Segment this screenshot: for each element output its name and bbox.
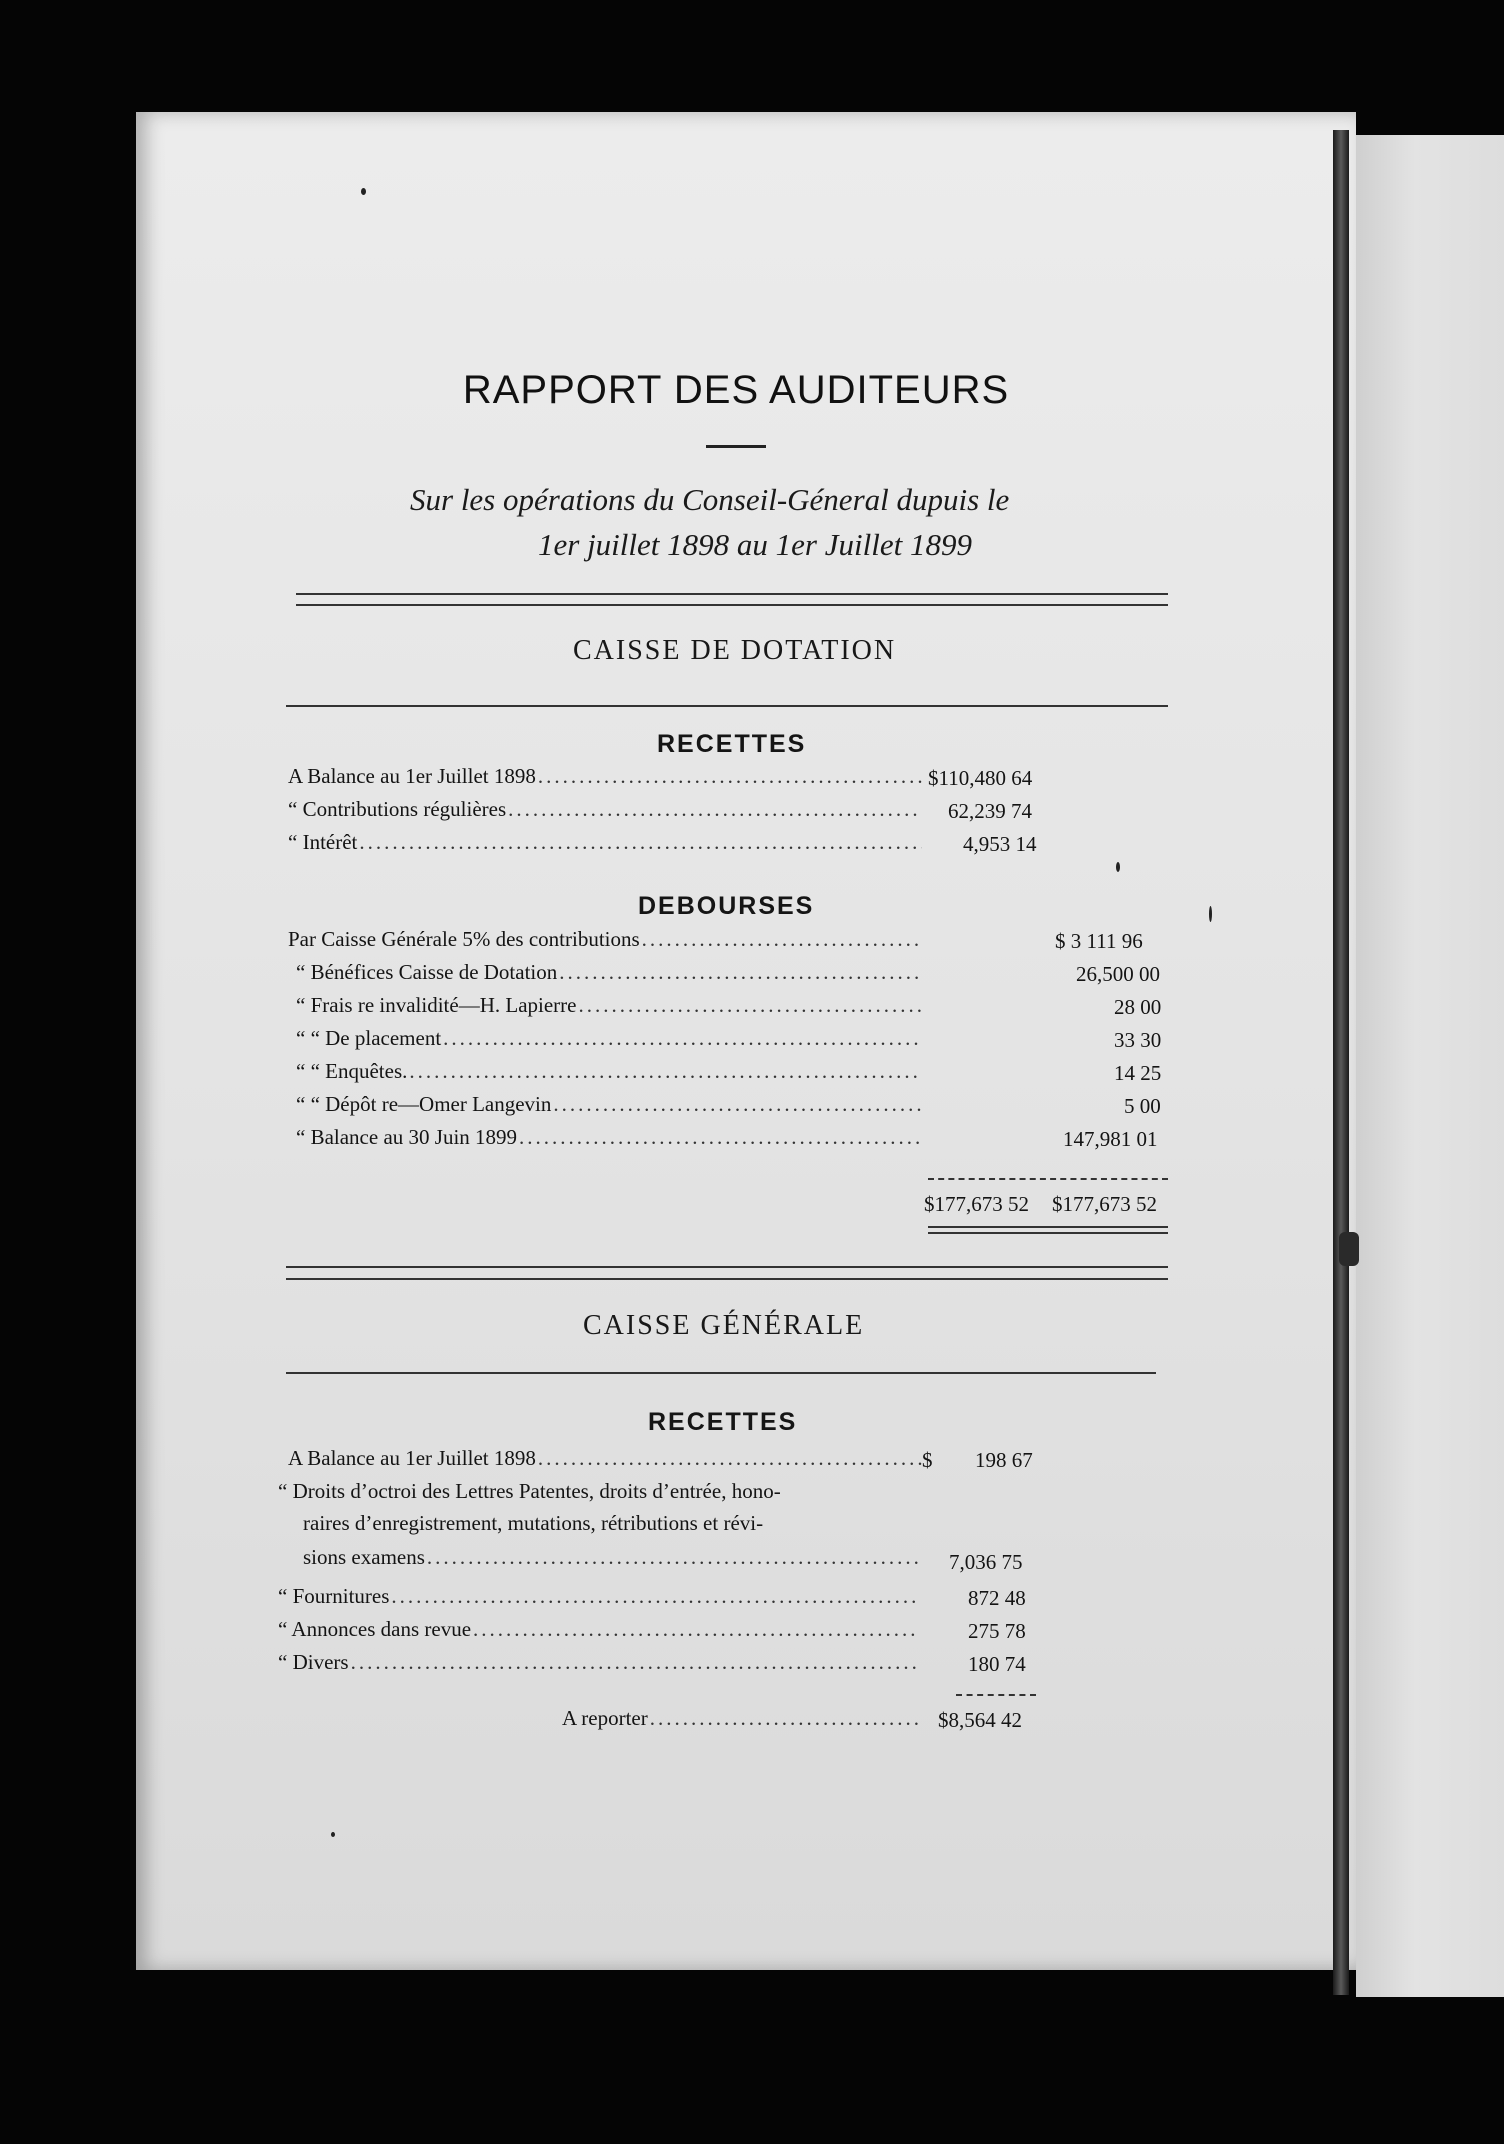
ledger-row: [278, 1650, 921, 1680]
dollar-sign: $: [922, 1448, 933, 1472]
section-title-caisse-dotation: CAISSE DE DOTATION: [573, 635, 897, 666]
section-title-caisse-generale: CAISSE GÉNÉRALE: [583, 1310, 865, 1341]
ledger-label: “ Contributions régulières: [288, 797, 507, 821]
ledger-row: [288, 764, 928, 794]
dot-leader: [391, 1584, 919, 1609]
section-separator-top: [286, 1266, 1168, 1268]
ledger-row: [288, 797, 924, 827]
ledger-amount: 4,953 14: [963, 832, 1037, 856]
ledger-row: [296, 1092, 924, 1122]
ledger-row: [296, 1026, 924, 1056]
ledger-row: [562, 1706, 921, 1736]
scan-speck: [1116, 862, 1120, 872]
dot-leader: [650, 1706, 919, 1731]
ledger-amount: 147,981 01: [1063, 1127, 1158, 1151]
ledger-amount: 198 67: [975, 1448, 1033, 1472]
section-separator-bottom: [286, 1278, 1168, 1280]
ledger-row: [278, 1584, 921, 1614]
ledger-amount: 180 74: [968, 1652, 1026, 1676]
ledger-amount: 26,500 00: [1076, 962, 1160, 986]
dot-leader: [538, 764, 926, 789]
header-rule-top: [296, 593, 1168, 595]
ledger-amount: 62,239 74: [948, 799, 1032, 823]
total-left-amount: $177,673 52: [924, 1192, 1029, 1216]
adjacent-page: [1356, 135, 1504, 1997]
ledger-amount: 275 78: [968, 1619, 1026, 1643]
ledger-row: [288, 1446, 924, 1476]
ledger-row: [296, 960, 924, 990]
ledger-label: “ Fournitures: [278, 1584, 390, 1608]
ledger-amount: 33 30: [1114, 1028, 1162, 1052]
total-right-amount: $177,673 52: [1052, 1192, 1157, 1216]
dot-leader: [351, 1650, 919, 1675]
ledger-row: [296, 1125, 924, 1155]
ledger-label: “ Annonces dans revue: [278, 1617, 472, 1641]
ledger-label-continued: raires d’enregistrement, mutations, rétributions et révi-: [303, 1511, 764, 1535]
scan-speck: [331, 1832, 335, 1837]
dot-leader: [642, 927, 922, 952]
ledger-label: “ “ Enquêtes.: [296, 1059, 408, 1083]
ledger-label: “ “ De placement: [296, 1026, 442, 1050]
section-rule: [286, 1372, 1156, 1374]
reporter-amount: $8,564 42: [938, 1708, 1022, 1732]
dot-leader: [519, 1125, 922, 1150]
scan-speck: [361, 188, 366, 195]
dot-leader: [559, 960, 922, 985]
ledger-label: “ Divers: [278, 1650, 349, 1674]
ledger-row: [303, 1545, 921, 1575]
ledger-label: “ Frais re invalidité—H. Lapierre: [296, 993, 577, 1017]
sum-rule: [928, 1178, 1168, 1180]
ledger-label: A Balance au 1er Juillet 1898: [288, 1446, 536, 1470]
ledger-label: “ Bénéfices Caisse de Dotation: [296, 960, 558, 984]
dot-leader: [409, 1059, 922, 1084]
sum-rule: [956, 1694, 1036, 1696]
section-rule: [286, 705, 1168, 707]
ledger-row: [296, 993, 924, 1023]
title-underline: [706, 445, 766, 448]
ledger-label: A Balance au 1er Juillet 1898: [288, 764, 536, 788]
ledger-amount: 5 00: [1124, 1094, 1161, 1118]
subtitle-line-2: 1er juillet 1898 au 1er Juillet 1899: [538, 527, 972, 562]
ledger-row: [288, 830, 924, 860]
ledger-label: Par Caisse Générale 5% des contributions: [288, 927, 640, 951]
dot-leader: [359, 830, 922, 855]
dot-leader: [553, 1092, 922, 1117]
ledger-label-continued: sions examens: [303, 1545, 425, 1569]
ledger-label: “ “ Dépôt re—Omer Langevin: [296, 1092, 552, 1116]
ledger-row: [296, 1059, 924, 1089]
ledger-label: “ Intérêt: [288, 830, 358, 854]
recettes-heading: RECETTES: [648, 1408, 798, 1436]
subtitle-line-1: Sur les opérations du Conseil-Géneral dupuis le: [410, 482, 1010, 517]
ledger-label: “ Balance au 30 Juin 1899: [296, 1125, 518, 1149]
ledger-amount: $110,480 64: [928, 766, 1033, 790]
report-title: RAPPORT DES AUDITEURS: [462, 368, 1010, 412]
ledger-row: [278, 1617, 921, 1647]
dot-leader: [508, 797, 922, 822]
dot-leader: [443, 1026, 922, 1051]
ledger-label: “ Droits d’octroi des Lettres Patentes, droits d’entrée, hono-: [278, 1479, 781, 1503]
ledger-row: [288, 927, 924, 957]
ledger-amount: 28 00: [1114, 995, 1162, 1019]
recettes-heading: RECETTES: [657, 730, 807, 758]
reporter-label: A reporter: [562, 1706, 648, 1730]
ledger-amount: 872 48: [968, 1586, 1026, 1610]
header-rule-bottom: [296, 604, 1168, 606]
total-double-rule: [928, 1226, 1168, 1234]
dot-leader: [538, 1446, 922, 1471]
binding-thread: [1339, 1232, 1359, 1266]
debourses-heading: DEBOURSES: [638, 892, 815, 920]
dot-leader: [427, 1545, 919, 1570]
dot-leader: [578, 993, 922, 1018]
scan-speck: [1209, 906, 1212, 922]
ledger-amount: 14 25: [1114, 1061, 1162, 1085]
ledger-amount: $ 3 111 96: [1055, 929, 1143, 953]
dot-leader: [473, 1617, 919, 1642]
ledger-amount: 7,036 75: [949, 1550, 1023, 1574]
